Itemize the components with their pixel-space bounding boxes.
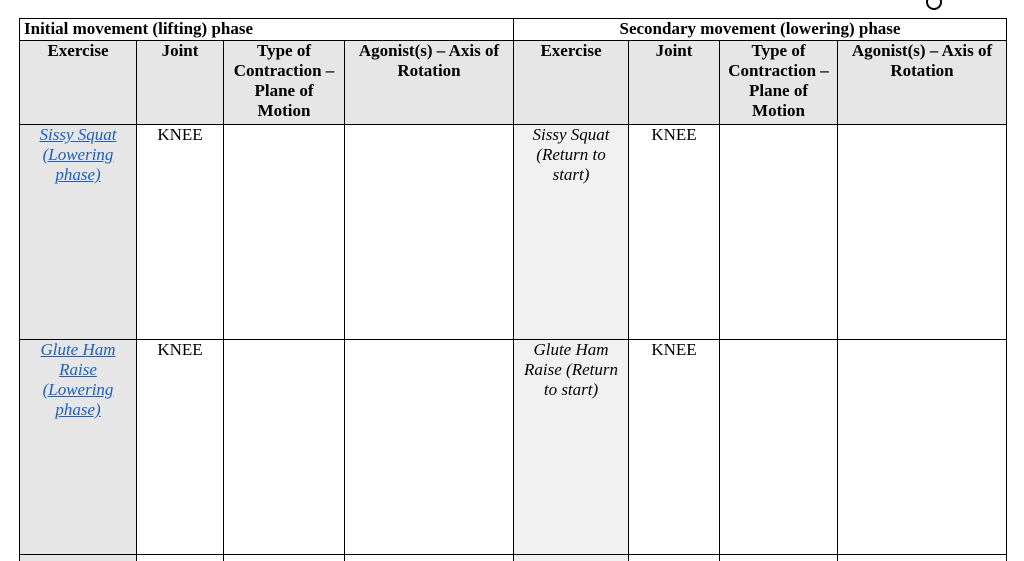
- table-row: [20, 340, 1007, 555]
- agonist-cell-left[interactable]: [345, 340, 514, 555]
- exercise-link[interactable]: Sissy Squat: [39, 125, 117, 144]
- agonist-cell-left[interactable]: [345, 125, 514, 340]
- secondary-phase-header: Secondary movement (lowering) phase: [514, 19, 1007, 41]
- joint-cell-left: KNEE: [137, 125, 224, 340]
- phase-header-row: [20, 19, 1007, 41]
- col-type-left: Type of Contraction – Plane of Motion: [224, 41, 345, 125]
- exercise-cell-right: Sissy Squat (Return to start): [514, 125, 629, 340]
- table-row: [20, 555, 1007, 561]
- type-cell-right[interactable]: [720, 125, 838, 340]
- exercise-link[interactable]: Glute Ham: [40, 340, 116, 359]
- joint-cell-right: KNEE: [629, 340, 720, 555]
- col-exercise-right: Exercise: [514, 41, 629, 125]
- type-cell-right[interactable]: [720, 340, 838, 555]
- table-row: [20, 125, 1007, 340]
- col-agonist-left: Agonist(s) – Axis of Rotation: [345, 41, 514, 125]
- agonist-cell-right[interactable]: [838, 340, 1007, 555]
- agonist-cell-right[interactable]: [838, 125, 1007, 340]
- col-joint-right: Joint: [629, 41, 720, 125]
- column-header-row: [20, 41, 1007, 125]
- exercise-cell-left[interactable]: Glute Ham Raise (Lowering phase): [20, 340, 137, 555]
- initial-phase-header: Initial movement (lifting) phase: [20, 19, 514, 41]
- type-cell-left[interactable]: [224, 125, 345, 340]
- exercise-table: [19, 18, 1007, 561]
- col-joint-left: Joint: [137, 41, 224, 125]
- col-exercise-left: Exercise: [20, 41, 137, 125]
- exercise-cell-left[interactable]: Sissy Squat (Lowering phase): [20, 125, 137, 340]
- exercise-cell-right: Glute Ham Raise (Return to start): [514, 340, 629, 555]
- joint-cell-left: KNEE: [137, 340, 224, 555]
- type-cell-left[interactable]: [224, 340, 345, 555]
- joint-cell-right: KNEE: [629, 125, 720, 340]
- col-type-right: Type of Contraction – Plane of Motion: [720, 41, 838, 125]
- circle-icon: [926, 0, 942, 10]
- col-agonist-right: Agonist(s) – Axis of Rotation: [838, 41, 1007, 125]
